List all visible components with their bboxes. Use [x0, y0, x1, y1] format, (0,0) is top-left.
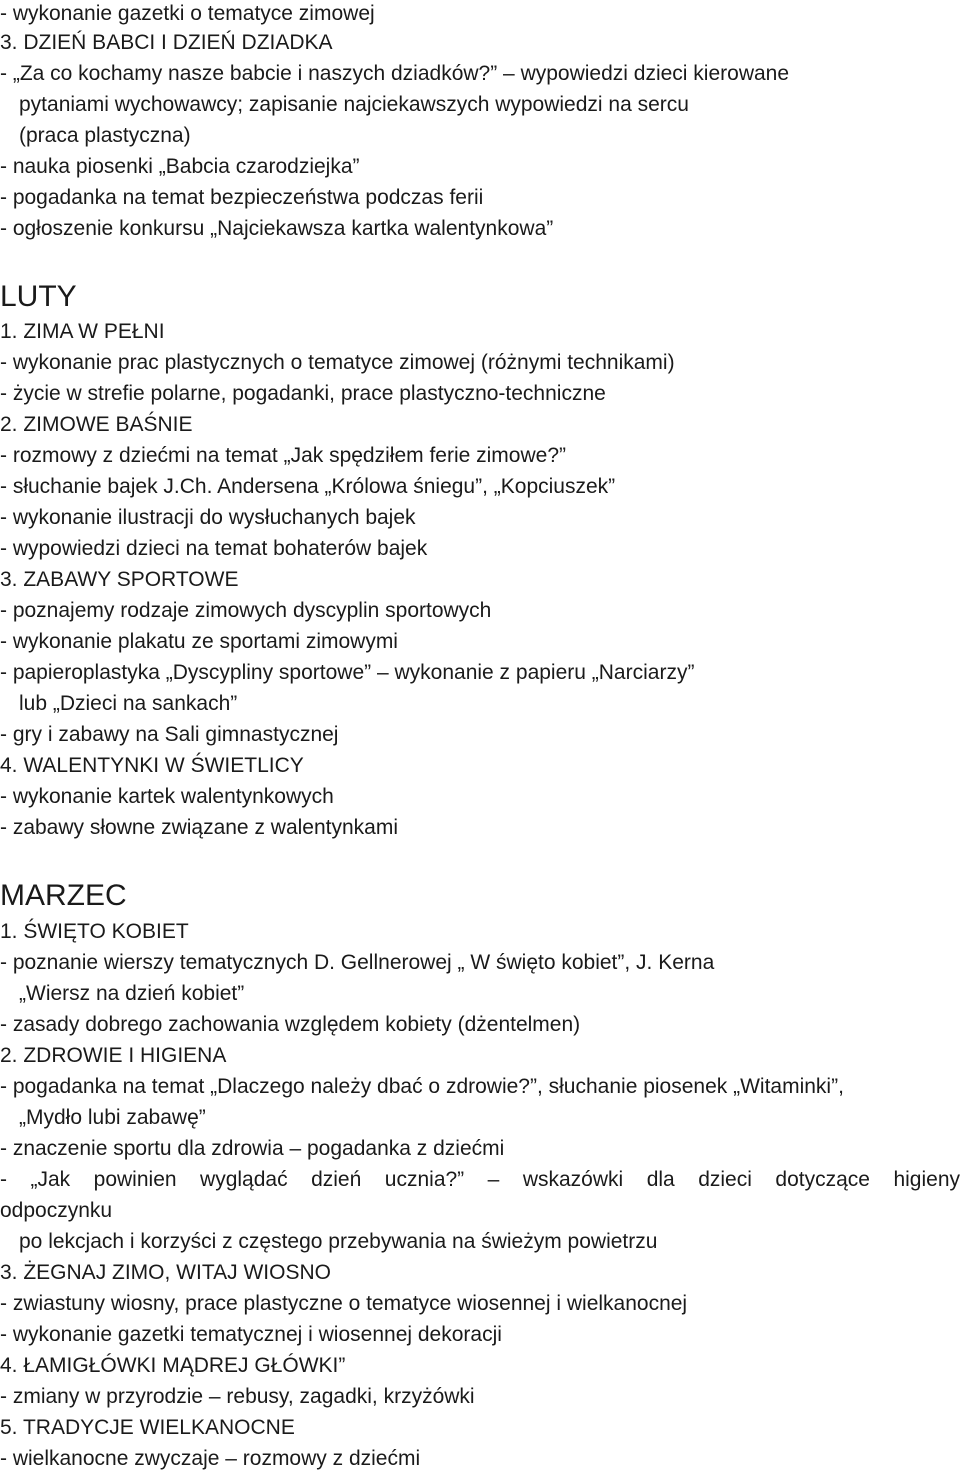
bullet-item: - słuchanie bajek J.Ch. Andersena „Królowa śniegu”, „Kopciuszek” — [0, 475, 616, 498]
bullet-item: - wypowiedzi dzieci na temat bohaterów bajek — [0, 537, 428, 560]
section-heading: 2. ZIMOWE BAŚNIE — [0, 413, 193, 436]
bullet-continuation: lub „Dzieci na sankach” — [19, 692, 238, 715]
section-heading: 3. DZIEŃ BABCI I DZIEŃ DZIADKA — [0, 31, 333, 54]
bullet-item: - ogłoszenie konkursu „Najciekawsza kartka walentynkowa” — [0, 217, 554, 240]
bullet-item: - nauka piosenki „Babcia czarodziejka” — [0, 155, 360, 178]
bullet-item: - zabawy słowne związane z walentynkami — [0, 816, 399, 839]
bullet-item: - gry i zabawy na Sali gimnastycznej — [0, 723, 339, 746]
bullet-item: - papieroplastyka „Dyscypliny sportowe” – wykonanie z papieru „Narciarzy” — [0, 661, 695, 684]
bullet-item: - rozmowy z dziećmi na temat „Jak spędziłem ferie zimowe?” — [0, 444, 566, 467]
section-heading: 3. ŻEGNAJ ZIMO, WITAJ WIOSNO — [0, 1261, 331, 1284]
bullet-item: - pogadanka na temat bezpieczeństwa podczas ferii — [0, 186, 484, 209]
bullet-item: - wykonanie gazetki o tematyce zimowej — [0, 2, 375, 25]
bullet-item: - zasady dobrego zachowania względem kobiety (dżentelmen) — [0, 1013, 581, 1036]
month-heading: LUTY — [0, 280, 77, 313]
bullet-continuation: „Mydło lubi zabawę” — [19, 1106, 206, 1129]
bullet-continuation: „Wiersz na dzień kobiet” — [19, 982, 245, 1005]
section-heading: 1. ZIMA W PEŁNI — [0, 320, 165, 343]
section-heading: 4. WALENTYNKI W ŚWIETLICY — [0, 754, 304, 777]
bullet-item: - pogadanka na temat „Dlaczego należy dbać o zdrowie?”, słuchanie piosenek „Witaminki”, — [0, 1075, 844, 1098]
bullet-item: - zwiastuny wiosny, prace plastyczne o tematyce wiosennej i wielkanocnej — [0, 1292, 688, 1315]
section-heading: 5. TRADYCJE WIELKANOCNE — [0, 1416, 295, 1439]
section-heading: 1. ŚWIĘTO KOBIET — [0, 920, 189, 943]
bullet-item: - wykonanie kartek walentynkowych — [0, 785, 334, 808]
bullet-item: - poznajemy rodzaje zimowych dyscyplin sportowych — [0, 599, 492, 622]
month-heading: MARZEC — [0, 879, 127, 912]
section-heading: 2. ZDROWIE I HIGIENA — [0, 1044, 227, 1067]
bullet-item: - wykonanie prac plastycznych o tematyce zimowej (różnymi technikami) — [0, 351, 675, 374]
bullet-item: - wykonanie gazetki tematycznej i wiosennej dekoracji — [0, 1323, 502, 1346]
bullet-continuation: odpoczynku — [0, 1199, 113, 1222]
section-heading: 4. ŁAMIGŁÓWKI MĄDREJ GŁÓWKI” — [0, 1354, 346, 1377]
bullet-item: - „Jak powinien wyglądać dzień ucznia?” – wskazówki dla dzieci dotyczące higieny — [0, 1168, 960, 1191]
bullet-item: - życie w strefie polarne, pogadanki, prace plastyczno-techniczne — [0, 382, 606, 405]
bullet-item: - „Za co kochamy nasze babcie i naszych dziadków?” – wypowiedzi dzieci kierowane — [0, 62, 790, 85]
bullet-item: - poznanie wierszy tematycznych D. Gellnerowej „ W święto kobiet”, J. Kerna — [0, 951, 715, 974]
bullet-continuation: (praca plastyczna) — [19, 124, 191, 147]
bullet-continuation: pytaniami wychowawcy; zapisanie najciekawszych wypowiedzi na sercu — [19, 93, 689, 116]
bullet-item: - znaczenie sportu dla zdrowia – pogadanka z dziećmi — [0, 1137, 505, 1160]
section-heading: 3. ZABAWY SPORTOWE — [0, 568, 239, 591]
bullet-item: - wielkanocne zwyczaje – rozmowy z dziećmi — [0, 1447, 421, 1470]
bullet-item: - wykonanie ilustracji do wysłuchanych bajek — [0, 506, 416, 529]
bullet-item: - wykonanie plakatu ze sportami zimowymi — [0, 630, 398, 653]
bullet-item: - zmiany w przyrodzie – rebusy, zagadki, krzyżówki — [0, 1385, 475, 1408]
bullet-continuation: po lekcjach i korzyści z częstego przebywania na świeżym powietrzu — [19, 1230, 658, 1253]
